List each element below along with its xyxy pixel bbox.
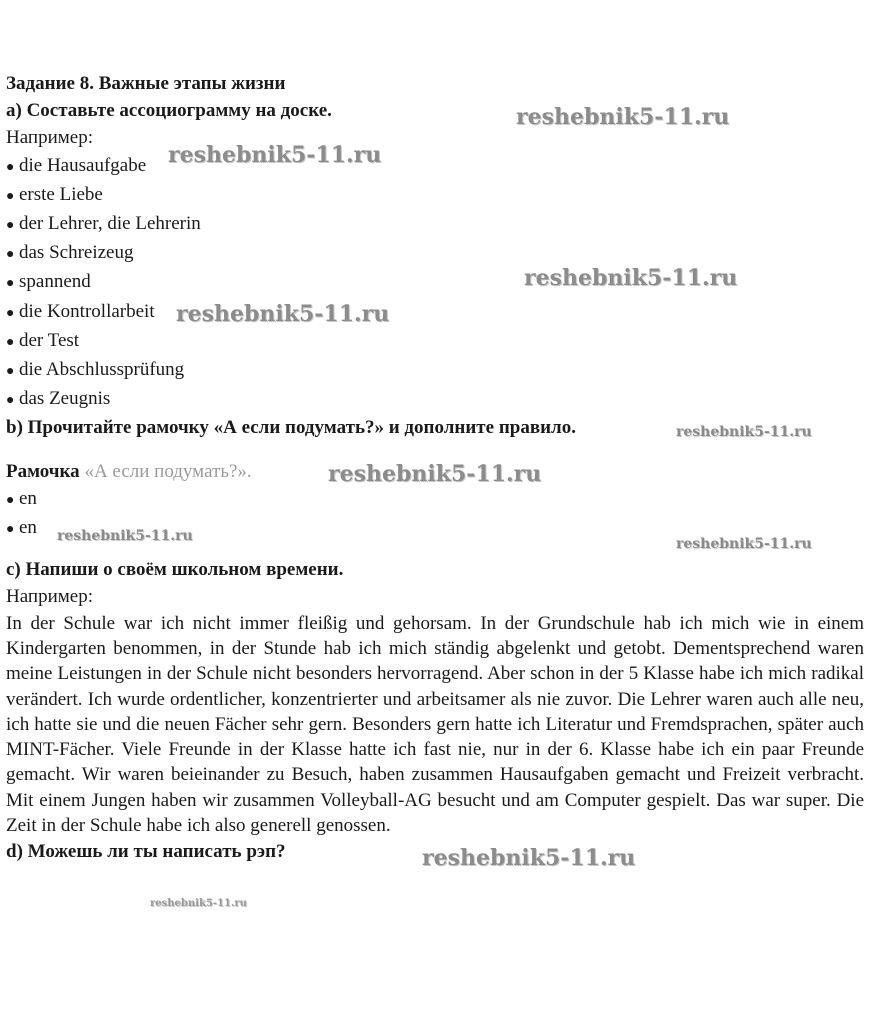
- task-title: Задание 8. Важные этапы жизни: [6, 73, 286, 94]
- list-item: [6, 327, 864, 356]
- list-item: [6, 152, 864, 181]
- part-d-heading: d) Можешь ли ты написать рэп?: [6, 841, 286, 863]
- spacer: [6, 442, 864, 458]
- list-item: [6, 298, 864, 327]
- watermark: reshebnik5-11.ru: [422, 845, 636, 871]
- watermark: reshebnik5-11.ru: [676, 536, 812, 552]
- list-item-text: die Kontrollarbeit: [19, 300, 155, 322]
- watermark: reshebnik5-11.ru: [328, 461, 542, 487]
- watermark: reshebnik5-11.ru: [516, 104, 730, 130]
- bullet-icon: ●: [6, 334, 15, 350]
- list-item: [6, 181, 864, 210]
- list-item: [6, 356, 864, 385]
- watermark: reshebnik5-11.ru: [524, 265, 738, 291]
- watermark: reshebnik5-11.ru: [150, 898, 247, 909]
- list-item-text: spannend: [19, 271, 91, 293]
- bullet-icon: ●: [6, 276, 15, 292]
- list-item-text: en: [19, 487, 37, 509]
- list-item: [6, 210, 864, 239]
- bullet-icon: ●: [6, 393, 15, 409]
- list-item-text: das Schreizeug: [19, 242, 134, 264]
- bullet-icon: ●: [6, 218, 15, 234]
- watermark: reshebnik5-11.ru: [676, 424, 812, 440]
- part-c-heading: c) Напиши о своём школьном времени.: [6, 559, 344, 581]
- part-b-heading: b) Прочитайте рамочку «А если подумать?» и дополните правило.: [6, 417, 576, 439]
- part-a-example-label: Например:: [6, 127, 93, 149]
- part-a-heading: а) Составьте ассоциограмму на доске.: [6, 100, 332, 122]
- list-item: [6, 385, 864, 414]
- bullet-icon: ●: [6, 159, 15, 175]
- list-item-text: der Test: [19, 329, 80, 351]
- bullet-icon: ●: [6, 492, 15, 508]
- frame-label: Рамочка: [6, 460, 80, 482]
- watermark: reshebnik5-11.ru: [168, 142, 382, 168]
- part-c-text: In der Schule war ich nicht immer fleißig und gehorsam. In der Grundschule hab ich mich wie in einem Kindergarten benommen, in der Stunde hab ich mich ständig abgelenkt und getobt. Dementsprechend waren meine Leistungen in der Schule nicht besonders hervorragend. Aber schon in der 5 Klasse habe ich mich radikal verändert. Ich wurde ordentlicher, konzentrierter und arbeitsamer als nie zuvor. Die Lehrer waren auch alle neu, ich hatte sie und die neuen Fächer sehr gern. Besonders gern hatte ich Literatur und Fremdsprachen, später auch MINT-Fächer. Viele Freunde in der Klasse hatte ich fast nie, nur in der 6. Klasse habe ich ein paar Freunde gemacht. Wir waren beieinander zu Besuch, haben zusammen Hausaufgaben gemacht und Freizeit verbracht. Mit einem Jungen haben wir zusammen Volleyball-AG besucht und am Computer gespielt. Das war super. Die Zeit in der Schule habe ich also generell genossen.: [6, 612, 864, 837]
- list-item-text: die Abschlussprüfung: [19, 359, 185, 381]
- watermark: reshebnik5-11.ru: [57, 528, 193, 544]
- list-item-text: der Lehrer, die Lehrerin: [19, 213, 201, 235]
- list-item-text: die Hausaufgabe: [19, 154, 147, 176]
- list-item-text: das Zeugnis: [19, 388, 111, 410]
- list-item-text: en: [19, 517, 37, 539]
- part-c-example-label: Например:: [6, 586, 93, 608]
- bullet-icon: ●: [6, 188, 15, 204]
- bullet-icon: ●: [6, 247, 15, 263]
- watermark: reshebnik5-11.ru: [176, 301, 390, 327]
- bullet-icon: ●: [6, 522, 15, 538]
- frame-title: «А если подумать?».: [84, 460, 252, 482]
- list-item-text: erste Liebe: [19, 183, 103, 205]
- bullet-icon: ●: [6, 364, 15, 380]
- bullet-icon: ●: [6, 305, 15, 321]
- list-item: [6, 485, 864, 514]
